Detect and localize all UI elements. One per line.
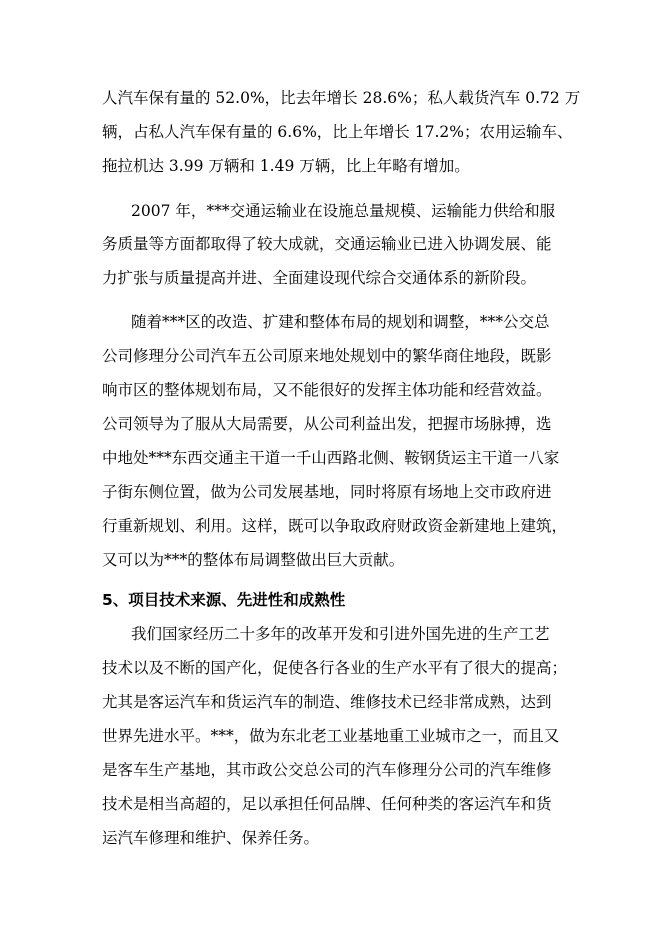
text-line-1: 人汽车保有量的 52.0%，比去年增长 28.6%；私人载货汽车 0.72 万 bbox=[102, 89, 581, 107]
text-line-21: 运汽车修理和维护、保养任务。 bbox=[102, 829, 320, 847]
text-line-18: 世界先进水平。***，做为东北老工业基地重工业城市之一，而且又 bbox=[102, 727, 560, 745]
text-line-19: 是客车生产基地，其市政公交总公司的汽车修理分公司的汽车维修 bbox=[102, 761, 552, 779]
text-line-14: 又可以为***的整体布局调整做出巨大贡献。 bbox=[102, 551, 405, 569]
text-line-7: 随着***区的改造、扩建和整体布局的规划和调整，***公交总 bbox=[131, 313, 550, 331]
text-line-11: 中地处***东西交通主干道一千山西路北侧、鞍钢货运主干道一八家 bbox=[102, 449, 560, 467]
text-line-10: 公司领导为了服从大局需要，从公司利益出发，把握市场脉搏，选 bbox=[102, 415, 552, 433]
text-line-9: 响市区的整体规划布局，又不能很好的发挥主体功能和经营效益。 bbox=[102, 381, 552, 399]
text-line-17: 尤其是客运汽车和货运汽车的制造、维修技术已经非常成熟，达到 bbox=[102, 693, 552, 711]
text-line-5: 务质量等方面都取得了较大成就，交通运输业已进入协调发展、能 bbox=[102, 235, 552, 253]
text-line-20: 技术是相当高超的，足以承担任何品牌、任何种类的客运汽车和货 bbox=[102, 795, 552, 813]
text-line-8: 公司修理分公司汽车五公司原来地处规划中的繁华商住地段，既影 bbox=[102, 347, 552, 365]
text-line-15: 我们国家经历二十多年的改革开发和引进外国先进的生产工艺 bbox=[131, 625, 550, 643]
text-line-6: 力扩张与质量提高并进、全面建设现代综合交通体系的新阶段。 bbox=[102, 269, 537, 287]
text-line-4: 2007 年，***交通运输业在设施总量规模、运输能力供给和服 bbox=[131, 202, 556, 220]
text-line-16: 技术以及不断的国产化，促使各行各业的生产水平有了很大的提高； bbox=[102, 659, 568, 677]
text-line-2: 辆，占私人汽车保有量的 6.6%，比上年增长 17.2%；农用运输车、 bbox=[102, 123, 573, 141]
section-heading: 5、项目技术来源、先进性和成熟性 bbox=[102, 591, 346, 609]
text-line-13: 行重新规划、利用。这样，既可以争取政府财政资金新建地上建筑， bbox=[102, 517, 568, 535]
text-line-12: 子街东侧位置，做为公司发展基地，同时将原有场地上交市政府进 bbox=[102, 483, 552, 501]
text-line-3: 拖拉机达 3.99 万辆和 1.49 万辆，比上年略有增加。 bbox=[102, 157, 470, 175]
